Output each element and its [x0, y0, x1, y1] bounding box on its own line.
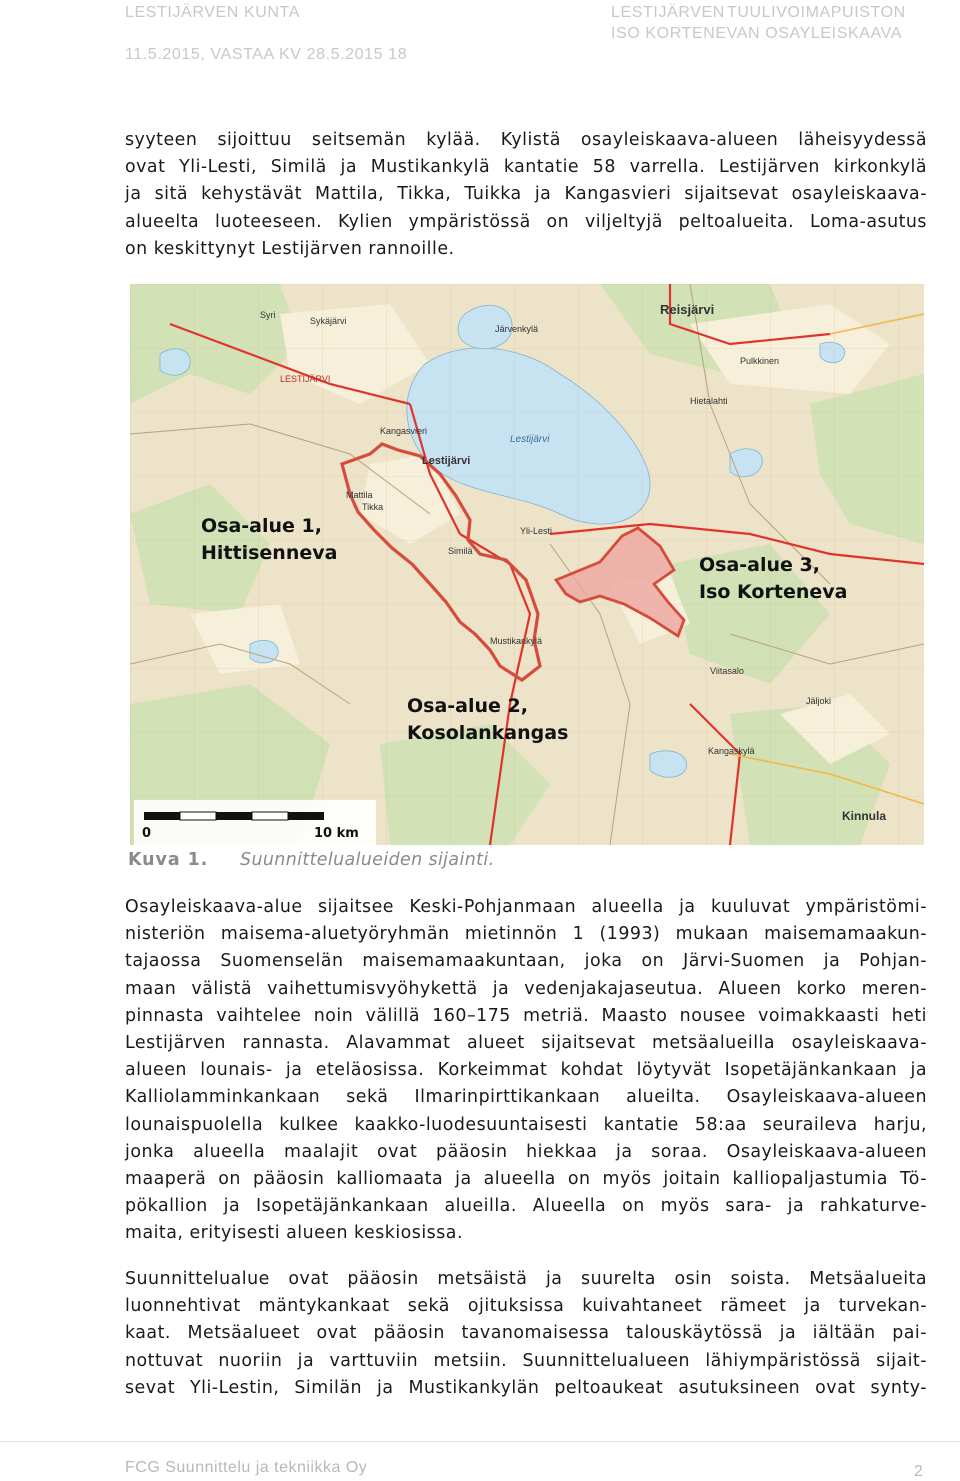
text-line: nisteriön maisema-aluetyöryhmän mietinnön 1 (1993) mukaan maisemamaakun-	[125, 924, 927, 945]
figure-caption-text: Suunnittelualueiden sijainti.	[240, 850, 495, 870]
text-line: nottuvat nuoriin ja varttuviin metsiin. Suunnittelualueen lähiympäristössä sijait-	[125, 1350, 927, 1371]
page-number: 2	[914, 1463, 924, 1480]
text-line: ja sitä kehystävät Mattila, Tikka, Tuikka ja Kangasvieri sijaitsevat osayleiskaava-	[125, 184, 927, 205]
scale-bar	[134, 800, 376, 845]
text-line: pökallion ja Isopetäjänkankaan alueilla. Alueella on myös sara- ja rahkaturve-	[125, 1196, 927, 1217]
text-line: on keskittynyt Lestijärven rannoille.	[125, 238, 455, 259]
place-sykajarvi: Sykäjärvi	[310, 316, 347, 326]
text-line: maita, erityisesti alueen keskiosissa.	[125, 1223, 463, 1244]
header-date: 11.5.2015, VASTAA KV 28.5.2015 18	[125, 46, 408, 63]
area-1-label: Osa-alue 1, Hittisenneva	[201, 515, 338, 564]
place-kinnula: Kinnula	[842, 809, 886, 823]
text-line: lounaispuolella kulkee kaakko-luodesuuntaisesti kantatie 58:aa seuraileva harju,	[125, 1114, 927, 1135]
vegetation-paragraph	[125, 1266, 927, 1402]
scale-zero-label: 0	[142, 826, 152, 841]
scale-max-label: 10 km	[314, 826, 359, 841]
landscape-paragraph	[125, 894, 927, 1248]
text-line: pinnasta vaihtelee noin välillä 160–175 metriä. Maasto nousee voimakkaasti heti	[125, 1005, 927, 1026]
text-line: jonka alueella maalajit ovat pääosin hiekkaa ja soraa. Osayleiskaava-alueen	[125, 1141, 927, 1162]
header-project-b: TUULIVOIMAPUISTON	[727, 4, 906, 21]
place-mustikankyla: Mustikankylä	[490, 636, 543, 646]
header-project-a: LESTIJÄRVEN	[611, 4, 725, 21]
figure-number: Kuva 1.	[128, 850, 209, 870]
text-line: Osayleiskaava-alue sijaitsee Keski-Pohjanmaan alueella ja kuuluvat ympäristömi-	[125, 897, 927, 917]
text-line: sevat Yli-Lestin, Similän ja Mustikankylän peltoaukeat asutuksineen ovat synty-	[125, 1377, 927, 1398]
place-kangaskyla: Kangaskylä	[708, 746, 755, 756]
header-municipality: LESTIJÄRVEN KUNTA	[125, 4, 300, 21]
text-line: maaperä on pääosin kalliomaata ja alueella on myös joitain kalliopaljastumia Tö-	[125, 1169, 927, 1190]
place-yli-lesti: Yli-Lesti	[520, 526, 553, 536]
place-syri: Syri	[260, 310, 276, 320]
location-map	[130, 284, 924, 845]
area-3-label: Osa-alue 3, Iso Korteneva	[699, 554, 848, 603]
text-line: kaat. Metsäalueet ovat pääosin tavanomaisessa talouskäytössä ja iältään pai-	[125, 1323, 927, 1344]
place-viitasalo: Viitasalo	[710, 666, 744, 676]
area-2-label: Osa-alue 2, Kosolankangas	[407, 695, 569, 744]
text-line: Kalliolamminkankaan sekä Ilmarinpirttikankaan alueilta. Osayleiskaava-alueen	[125, 1087, 927, 1108]
text-line: syyteen sijoittuu seitsemän kylää. Kylistä osayleiskaava-alueen läheisyydessä	[125, 130, 927, 150]
header-plan-name: ISO KORTENEVAN OSAYLEISKAAVA	[611, 25, 902, 42]
text-line: ovat Yli-Lesti, Similä ja Mustikankylä kantatie 58 varrella. Lestijärven kirkonkylä	[125, 157, 927, 178]
place-tikka: Tikka	[362, 502, 384, 512]
place-mattila: Mattila	[346, 490, 373, 500]
place-simila: Similä	[448, 546, 473, 556]
place-kangasvieri: Kangasvieri	[380, 426, 428, 436]
text-line: alueelta luoteeseen. Kylien ympäristössä on viljeltyjä peltoalueita. Loma-asutus	[125, 211, 927, 232]
place-jaljoki: Jäljoki	[806, 696, 832, 706]
place-lestijarvi-town: Lestijärvi	[422, 455, 471, 467]
text-line: alueen lounais- ja eteläosissa. Korkeimmat kohdat löytyvät Isopetäjänkankaan ja	[125, 1060, 927, 1081]
intro-paragraph	[125, 127, 927, 263]
text-line: Suunnittelualue ovat pääosin metsäistä ja suurelta osin soista. Metsäalueita	[125, 1269, 927, 1289]
place-lestijarvi-caps: LESTIJÄRVI	[280, 374, 331, 384]
place-pulkkinen: Pulkkinen	[740, 356, 780, 366]
text-line: Lestijärven rannasta. Alavammat alueet sijaitsevat metsäalueilla osayleiskaava-	[125, 1033, 927, 1054]
footer-divider	[0, 1441, 960, 1442]
text-line: luonnehtivat mäntykankaat sekä ojituksissa kuivahtaneet rämeet ja turvekan-	[125, 1296, 927, 1317]
figure-caption	[128, 850, 495, 870]
place-lestijarvi-lake: Lestijärvi	[510, 434, 550, 445]
place-hietalahti: Hietalahti	[690, 396, 728, 406]
place-jarvenkyla: Järvenkylä	[495, 324, 539, 334]
text-line: maan välistä vaihettumisvyöhykettä ja vedenjakajaseutua. Alueen korko meren-	[125, 978, 927, 999]
text-line: tajaossa Suomenselän maisemamaakuntaan, joka on Järvi-Suomen ja Pohjan-	[125, 951, 927, 972]
place-reisjarvi: Reisjärvi	[660, 302, 715, 317]
footer-company: FCG Suunnittelu ja tekniikka Oy	[125, 1459, 368, 1476]
